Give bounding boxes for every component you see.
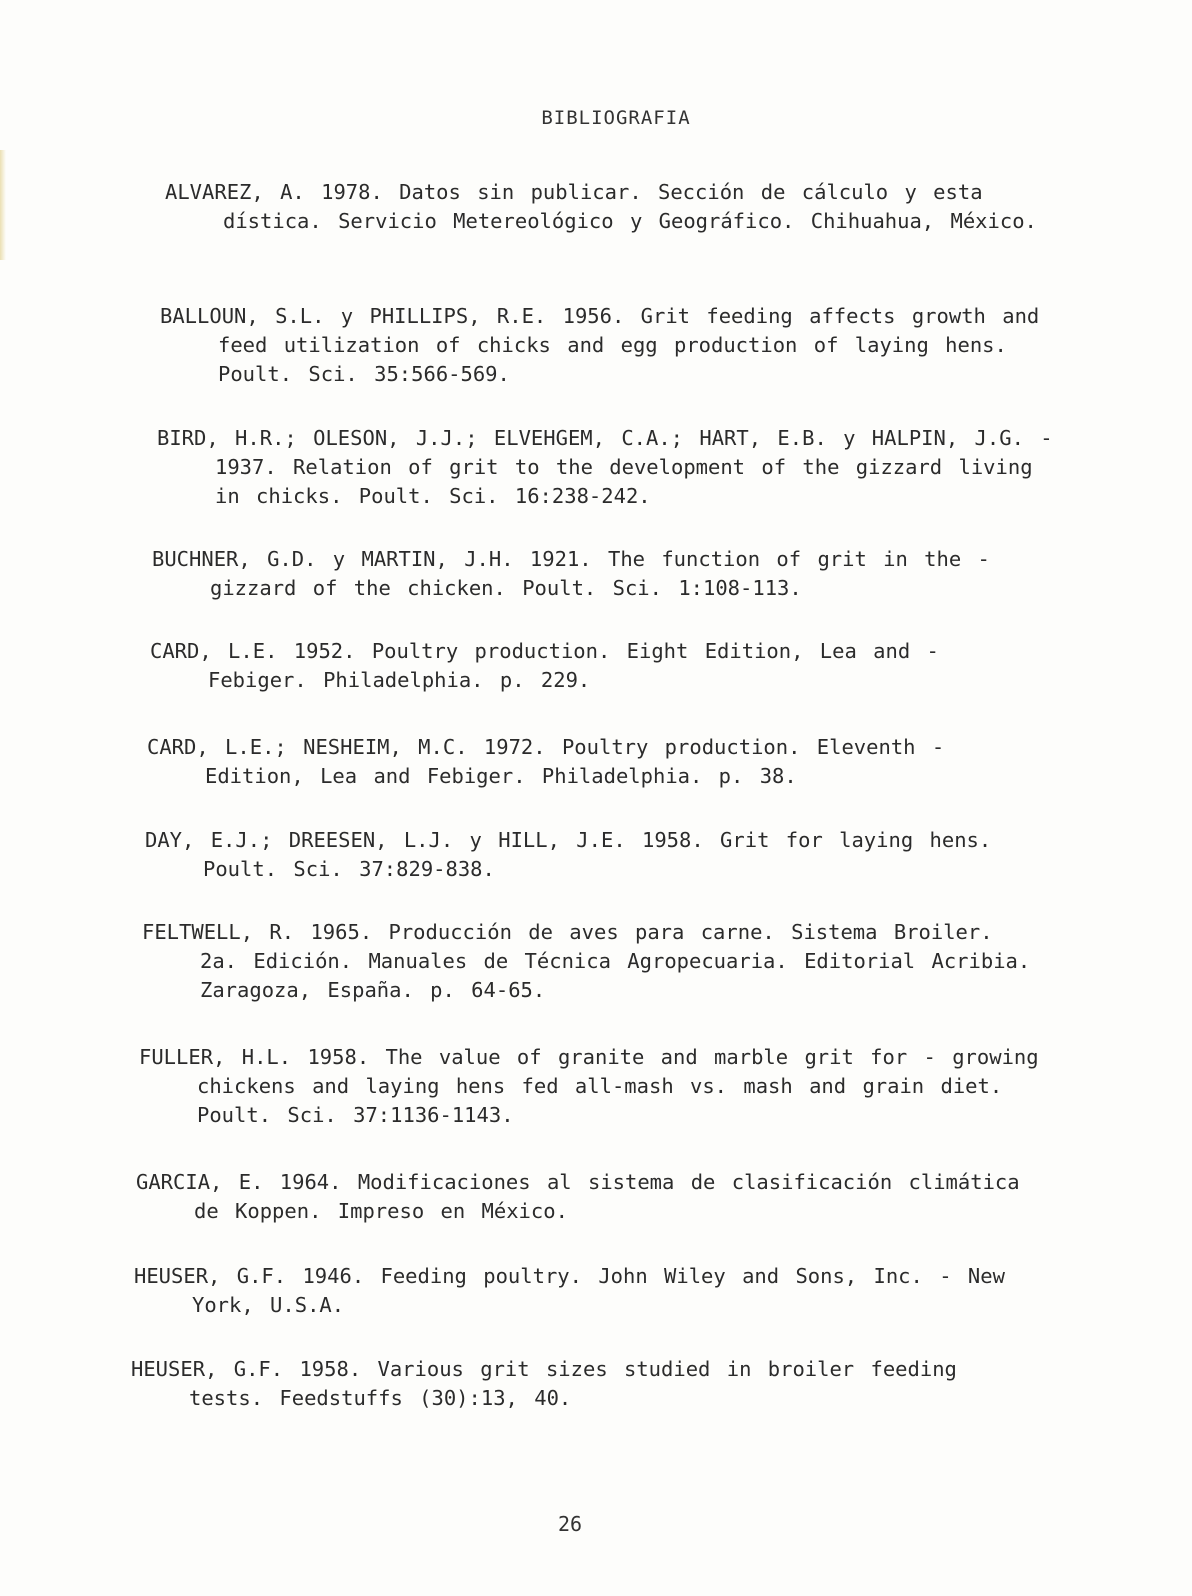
reference-item (157, 424, 1057, 511)
reference-text: FULLER, H.L. 1958. The value of granite and marble grit for - growing chickens and laying hens fed all-mash vs. mash and grain diet. Poult. Sci. 37:1136-1143. (139, 1045, 1039, 1127)
reference-item (152, 545, 1052, 603)
reference-item (150, 637, 1050, 695)
reference-text: GARCIA, E. 1964. Modificaciones al sistema de clasificación climática de Koppen. Impreso en México. (136, 1170, 1020, 1223)
reference-text: BALLOUN, S.L. y PHILLIPS, R.E. 1956. Grit feeding affects growth and feed utilization of chicks and egg production of laying hens. Poult. Sci. 35:566-569. (160, 304, 1040, 386)
reference-text: ALVAREZ, A. 1978. Datos sin publicar. Sección de cálculo y esta dística. Servicio Metereológico y Geográfico. Chihuahua, México. (165, 180, 1037, 233)
reference-item (165, 178, 1065, 236)
paper-edge-stain (0, 150, 6, 260)
reference-text: BIRD, H.R.; OLESON, J.J.; ELVEHGEM, C.A.; HART, E.B. y HALPIN, J.G. - 1937. Relation of grit to the development of the gizzard living in chicks. Poult. Sci. 16:238-242. (157, 426, 1053, 508)
reference-text: HEUSER, G.F. 1958. Various grit sizes studied in broiler feeding tests. Feedstuffs (30):13, 40. (131, 1357, 957, 1410)
reference-item (142, 918, 1042, 1005)
reference-text: FELTWELL, R. 1965. Producción de aves para carne. Sistema Broiler. 2a. Edición. Manuales de Técnica Agropecuaria. Editorial Acribia. Zaragoza, España. p. 64-65. (142, 920, 1031, 1002)
reference-text: CARD, L.E. 1952. Poultry production. Eight Edition, Lea and - Febiger. Philadelphia. p. 229. (150, 639, 939, 692)
reference-item (147, 733, 1047, 791)
reference-item (134, 1262, 1034, 1320)
reference-item (139, 1043, 1039, 1130)
reference-text: BUCHNER, G.D. y MARTIN, J.H. 1921. The function of grit in the - gizzard of the chicken. Poult. Sci. 1:108-113. (152, 547, 990, 600)
reference-text: DAY, E.J.; DREESEN, L.J. y HILL, J.E. 1958. Grit for laying hens. Poult. Sci. 37:829-838. (145, 828, 992, 881)
reference-text: CARD, L.E.; NESHEIM, M.C. 1972. Poultry production. Eleventh - Edition, Lea and Febiger. Philadelphia. p. 38. (147, 735, 945, 788)
reference-item (131, 1355, 1031, 1413)
reference-item (145, 826, 1045, 884)
page-number: 26 (557, 1512, 583, 1536)
bibliography-heading: BIBLIOGRAFIA (541, 107, 691, 129)
reference-item (136, 1168, 1036, 1226)
reference-item (160, 302, 1060, 389)
reference-text: HEUSER, G.F. 1946. Feeding poultry. John Wiley and Sons, Inc. - New York, U.S.A. (134, 1264, 1005, 1317)
